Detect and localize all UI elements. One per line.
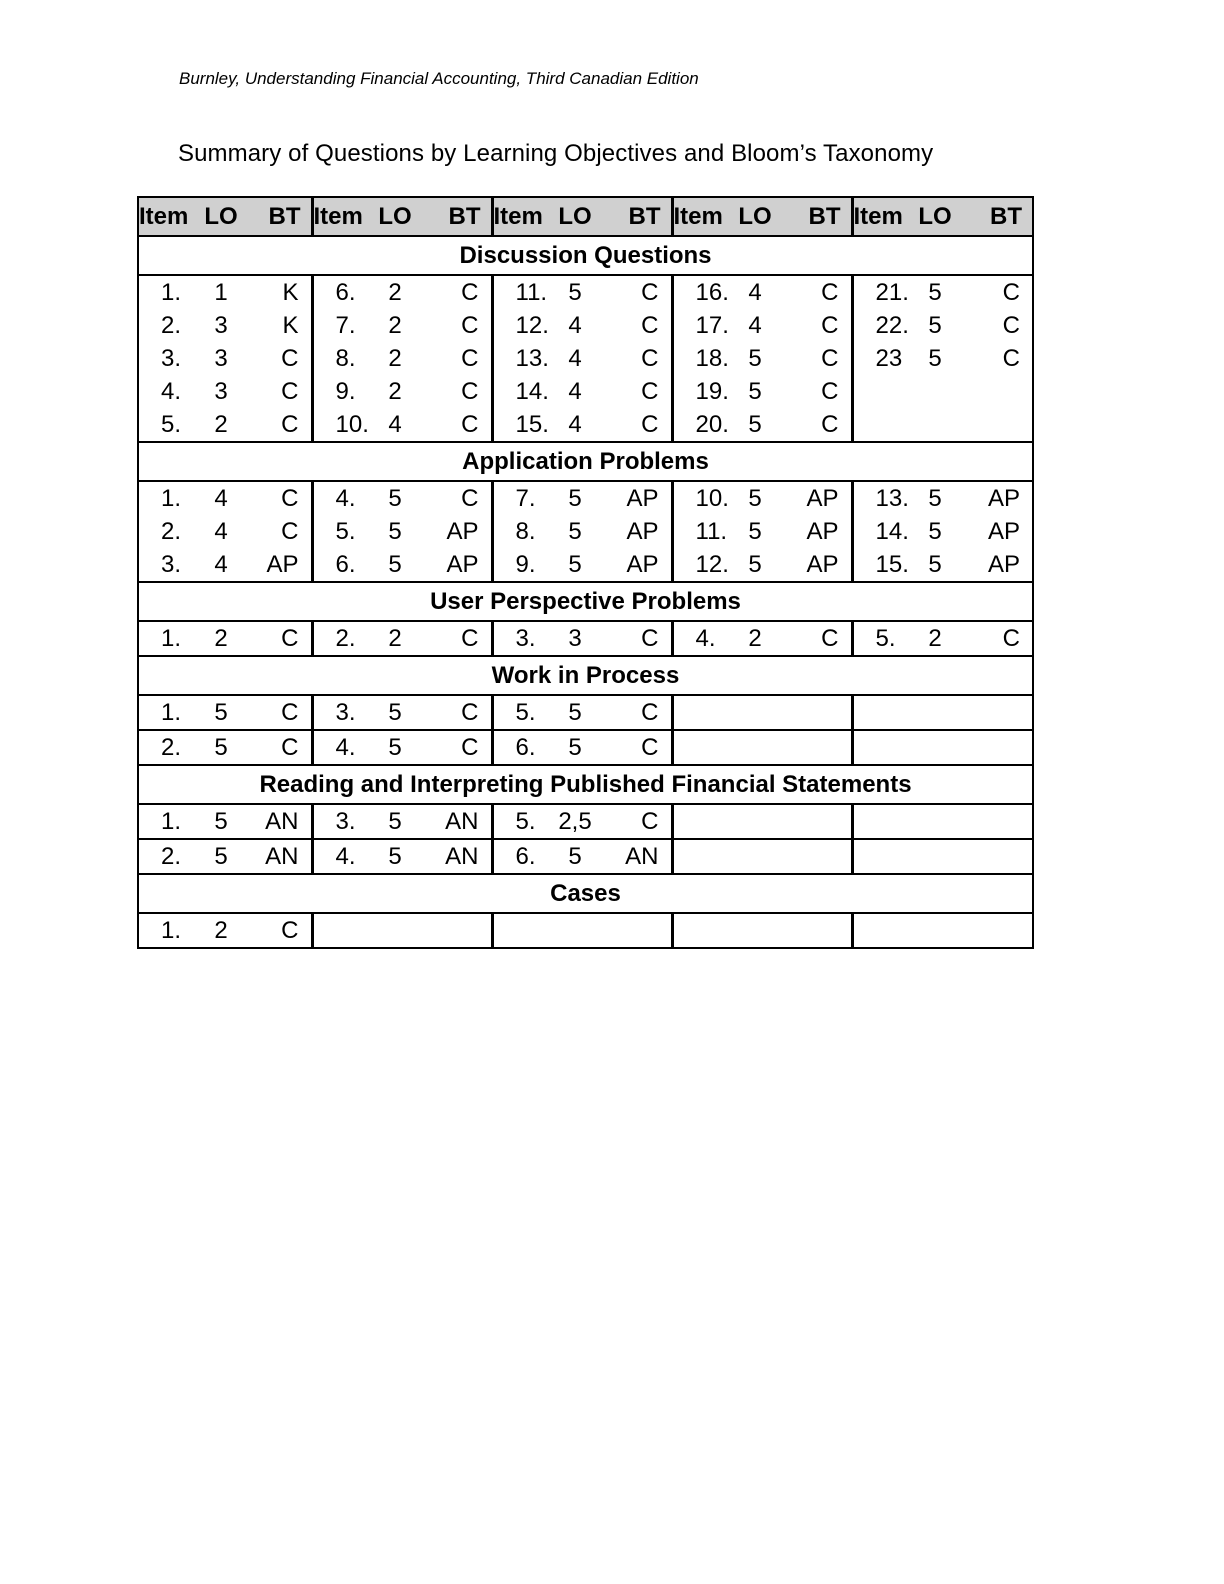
bt-cell: C [598, 621, 672, 656]
lo-cell: 4 [568, 311, 582, 339]
column-header-row [138, 197, 1033, 236]
item-cell: 22. [852, 309, 912, 342]
item-cell: 12. [672, 548, 732, 582]
item-cell [852, 695, 912, 730]
bt-cell: C [418, 695, 492, 730]
bt-cell: AN [418, 804, 492, 839]
bt-cell: AN [244, 804, 312, 839]
bt-cell: AP [626, 484, 659, 512]
section-title: Cases [138, 874, 1033, 913]
item-cell: 5. [312, 515, 372, 548]
lo-cell [372, 913, 418, 948]
item-cell: 9. [492, 548, 552, 582]
lo-cell: 2 [732, 621, 778, 656]
item-cell: 11. [672, 515, 732, 548]
bt-cell: AN [598, 839, 672, 874]
item-cell: 3. [312, 695, 372, 730]
item-cell: 5. [852, 621, 912, 656]
lo-cell: 3 [214, 311, 228, 339]
section-header-row [138, 656, 1033, 695]
bt-cell: C [821, 377, 839, 405]
lo-cell: 4 [748, 311, 762, 339]
item-cell: 4. [672, 621, 732, 656]
lo-cell: 5 [928, 484, 942, 512]
item-cell [852, 375, 912, 408]
bt-cell [778, 839, 852, 874]
item-cell: 10. [672, 481, 732, 515]
bt-cell: C [281, 517, 299, 545]
header-item: Item [852, 197, 912, 236]
bt-cell: C [598, 730, 672, 765]
bt-cell: C [418, 408, 492, 442]
item-cell: 14. [852, 515, 912, 548]
lo-cell: 5 [372, 839, 418, 874]
bt-cell: C [244, 730, 312, 765]
lo-cell: 5 [748, 377, 762, 405]
table-row [138, 695, 1033, 730]
bt-cell: C [281, 344, 299, 372]
bt-cell [958, 375, 1033, 408]
lo-cell [912, 695, 958, 730]
lo-cell [912, 839, 958, 874]
bt-cell: AP [958, 481, 1033, 515]
header-bt: BT [244, 197, 312, 236]
bt-cell [778, 804, 852, 839]
item-cell: 6. [312, 548, 372, 582]
item-cell: 9. [312, 375, 372, 408]
lo-cell: 5 [748, 517, 762, 545]
bt-cell: K [282, 311, 299, 339]
lo-cell: 2,5 [552, 804, 598, 839]
item-cell: 14. [492, 375, 552, 408]
item-cell: 4. [312, 839, 372, 874]
bt-cell: AP [958, 548, 1033, 582]
lo-cell: 5 [388, 517, 402, 545]
table-row [138, 548, 1033, 582]
item-cell: 5. [492, 695, 552, 730]
header-bt: BT [958, 197, 1033, 236]
lo-cell: 4 [568, 344, 582, 372]
lo-cell [552, 913, 598, 948]
lo-cell: 2 [388, 278, 402, 306]
lo-bloom-summary-table [137, 196, 1034, 949]
table-row [138, 730, 1033, 765]
item-cell: 16. [672, 275, 732, 309]
bt-cell [958, 695, 1033, 730]
item-cell: 4. [312, 481, 372, 515]
item-cell: 1. [138, 804, 198, 839]
bt-cell [958, 839, 1033, 874]
bt-cell: AP [806, 484, 839, 512]
bt-cell: AP [446, 517, 479, 545]
lo-cell: 5 [928, 517, 942, 545]
lo-cell: 2 [912, 621, 958, 656]
header-lo: LO [372, 197, 418, 236]
bt-cell [778, 730, 852, 765]
bt-cell: C [244, 621, 312, 656]
section-title: Reading and Interpreting Published Financial Statements [138, 765, 1033, 804]
bt-cell: C [778, 621, 852, 656]
table-row [138, 408, 1033, 442]
item-cell: 21. [852, 275, 912, 309]
section-title: Work in Process [138, 656, 1033, 695]
item-cell [852, 804, 912, 839]
bt-cell: C [244, 408, 312, 442]
item-cell: 12. [492, 309, 552, 342]
bt-cell: C [461, 344, 479, 372]
bt-cell: C [821, 278, 839, 306]
item-cell: 7. [492, 481, 552, 515]
item-cell: 8. [492, 515, 552, 548]
lo-cell: 4 [198, 548, 244, 582]
header-item: Item [312, 197, 372, 236]
bt-cell: C [461, 311, 479, 339]
bt-cell: C [461, 377, 479, 405]
lo-cell: 2 [198, 408, 244, 442]
header-lo: LO [552, 197, 598, 236]
bt-cell: C [778, 408, 852, 442]
bt-cell: AP [806, 517, 839, 545]
lo-cell: 5 [372, 730, 418, 765]
item-cell: 5. [138, 408, 198, 442]
header-lo: LO [732, 197, 778, 236]
item-cell [492, 913, 552, 948]
item-cell: 1. [138, 275, 198, 309]
bt-cell: C [641, 278, 659, 306]
table-row [138, 804, 1033, 839]
header-bt: BT [778, 197, 852, 236]
bt-cell: C [821, 344, 839, 372]
section-header-row [138, 765, 1033, 804]
item-cell: 3. [492, 621, 552, 656]
lo-cell: 4 [552, 408, 598, 442]
header-lo: LO [198, 197, 244, 236]
lo-cell: 5 [732, 408, 778, 442]
bt-cell [778, 695, 852, 730]
header-bt: BT [598, 197, 672, 236]
header-item: Item [672, 197, 732, 236]
lo-cell: 5 [928, 311, 942, 339]
bt-cell: AP [778, 548, 852, 582]
section-title: Discussion Questions [138, 236, 1033, 275]
bt-cell: C [598, 804, 672, 839]
section-header-row [138, 874, 1033, 913]
section-title: Application Problems [138, 442, 1033, 481]
lo-cell: 2 [388, 311, 402, 339]
lo-cell: 4 [214, 517, 228, 545]
lo-cell [912, 913, 958, 948]
item-cell [672, 804, 732, 839]
item-cell: 13. [852, 481, 912, 515]
item-cell [672, 730, 732, 765]
lo-cell: 5 [198, 839, 244, 874]
bt-cell: C [598, 408, 672, 442]
section-header-row [138, 236, 1033, 275]
lo-cell: 5 [732, 548, 778, 582]
lo-cell: 4 [748, 278, 762, 306]
bt-cell [418, 913, 492, 948]
lo-cell [732, 839, 778, 874]
item-cell: 6. [492, 839, 552, 874]
bt-cell: C [641, 344, 659, 372]
lo-cell: 4 [372, 408, 418, 442]
item-cell [312, 913, 372, 948]
item-cell: 18. [672, 342, 732, 375]
table-row [138, 913, 1033, 948]
lo-cell [912, 375, 958, 408]
bt-cell: C [418, 730, 492, 765]
item-cell: 15. [852, 548, 912, 582]
lo-cell: 4 [568, 377, 582, 405]
item-cell: 10. [312, 408, 372, 442]
item-cell [672, 695, 732, 730]
item-cell: 19. [672, 375, 732, 408]
lo-cell: 5 [552, 548, 598, 582]
bt-cell: C [418, 621, 492, 656]
item-cell: 1. [138, 913, 198, 948]
lo-cell: 5 [198, 730, 244, 765]
item-cell: 6. [492, 730, 552, 765]
lo-cell [912, 408, 958, 442]
lo-cell: 5 [552, 695, 598, 730]
section-header-row [138, 442, 1033, 481]
bt-cell [958, 408, 1033, 442]
lo-cell [732, 695, 778, 730]
item-cell: 2. [312, 621, 372, 656]
lo-cell: 2 [388, 344, 402, 372]
item-cell [852, 839, 912, 874]
lo-cell: 3 [214, 344, 228, 372]
item-cell: 13. [492, 342, 552, 375]
item-cell: 11. [492, 275, 552, 309]
table-row [138, 375, 1033, 408]
bt-cell: AN [244, 839, 312, 874]
lo-cell: 5 [198, 695, 244, 730]
item-cell: 4. [312, 730, 372, 765]
lo-cell: 5 [748, 484, 762, 512]
item-cell: 1. [138, 621, 198, 656]
bt-cell [958, 804, 1033, 839]
page-title: Summary of Questions by Learning Objectives and Bloom’s Taxonomy [178, 140, 934, 167]
bt-cell: AP [598, 548, 672, 582]
running-head: Burnley, Understanding Financial Accounting, Third Canadian Edition [179, 69, 699, 88]
bt-cell [778, 913, 852, 948]
bt-cell: AN [418, 839, 492, 874]
item-cell: 6. [312, 275, 372, 309]
bt-cell: AP [626, 517, 659, 545]
item-cell: 2. [138, 730, 198, 765]
table-row [138, 839, 1033, 874]
bt-cell: C [598, 695, 672, 730]
item-cell: 17. [672, 309, 732, 342]
bt-cell: C [958, 309, 1033, 342]
lo-cell: 4 [214, 484, 228, 512]
item-cell: 15. [492, 408, 552, 442]
item-cell [852, 730, 912, 765]
item-cell: 4. [138, 375, 198, 408]
lo-cell: 5 [568, 517, 582, 545]
item-cell: 3. [312, 804, 372, 839]
section-header-row [138, 582, 1033, 621]
bt-cell: C [281, 484, 299, 512]
lo-cell: 1 [214, 278, 228, 306]
bt-cell: C [821, 311, 839, 339]
bt-cell: K [282, 278, 299, 306]
header-item: Item [138, 197, 198, 236]
lo-cell: 2 [198, 913, 244, 948]
lo-cell: 5 [928, 344, 942, 372]
lo-cell: 3 [552, 621, 598, 656]
header-bt: BT [418, 197, 492, 236]
item-cell: 2. [138, 515, 198, 548]
item-cell [852, 408, 912, 442]
table-row [138, 309, 1033, 342]
lo-cell [732, 913, 778, 948]
bt-cell: C [641, 377, 659, 405]
header-lo: LO [912, 197, 958, 236]
table-row [138, 275, 1033, 309]
item-cell: 8. [312, 342, 372, 375]
table-row [138, 481, 1033, 515]
item-cell: 3. [138, 548, 198, 582]
lo-cell: 5 [372, 804, 418, 839]
item-cell: 23 [852, 342, 912, 375]
lo-cell: 2 [388, 377, 402, 405]
section-title: User Perspective Problems [138, 582, 1033, 621]
item-cell: 1. [138, 481, 198, 515]
lo-cell [732, 804, 778, 839]
lo-cell: 5 [372, 548, 418, 582]
bt-cell: AP [418, 548, 492, 582]
lo-cell [732, 730, 778, 765]
item-cell: 1. [138, 695, 198, 730]
lo-cell: 5 [748, 344, 762, 372]
lo-cell: 3 [214, 377, 228, 405]
lo-cell: 5 [552, 730, 598, 765]
bt-cell: C [958, 275, 1033, 309]
lo-cell: 2 [372, 621, 418, 656]
bt-cell [958, 730, 1033, 765]
header-item: Item [492, 197, 552, 236]
lo-cell: 5 [928, 278, 942, 306]
lo-cell: 2 [198, 621, 244, 656]
lo-cell: 5 [198, 804, 244, 839]
lo-cell: 5 [552, 839, 598, 874]
bt-cell: C [461, 484, 479, 512]
item-cell [852, 913, 912, 948]
bt-cell: C [461, 278, 479, 306]
bt-cell: C [958, 342, 1033, 375]
bt-cell: C [244, 695, 312, 730]
lo-cell: 5 [372, 695, 418, 730]
item-cell: 5. [492, 804, 552, 839]
bt-cell [598, 913, 672, 948]
lo-cell: 5 [388, 484, 402, 512]
item-cell: 7. [312, 309, 372, 342]
bt-cell: AP [958, 515, 1033, 548]
table-row [138, 621, 1033, 656]
table-row [138, 342, 1033, 375]
item-cell [672, 913, 732, 948]
item-cell: 2. [138, 839, 198, 874]
bt-cell: C [244, 913, 312, 948]
bt-cell [958, 913, 1033, 948]
item-cell: 2. [138, 309, 198, 342]
lo-cell: 5 [568, 278, 582, 306]
table-row [138, 515, 1033, 548]
item-cell [672, 839, 732, 874]
item-cell: 20. [672, 408, 732, 442]
lo-cell: 5 [568, 484, 582, 512]
lo-cell: 5 [912, 548, 958, 582]
bt-cell: C [281, 377, 299, 405]
item-cell: 3. [138, 342, 198, 375]
bt-cell: AP [244, 548, 312, 582]
lo-cell [912, 804, 958, 839]
lo-cell [912, 730, 958, 765]
bt-cell: C [958, 621, 1033, 656]
bt-cell: C [641, 311, 659, 339]
